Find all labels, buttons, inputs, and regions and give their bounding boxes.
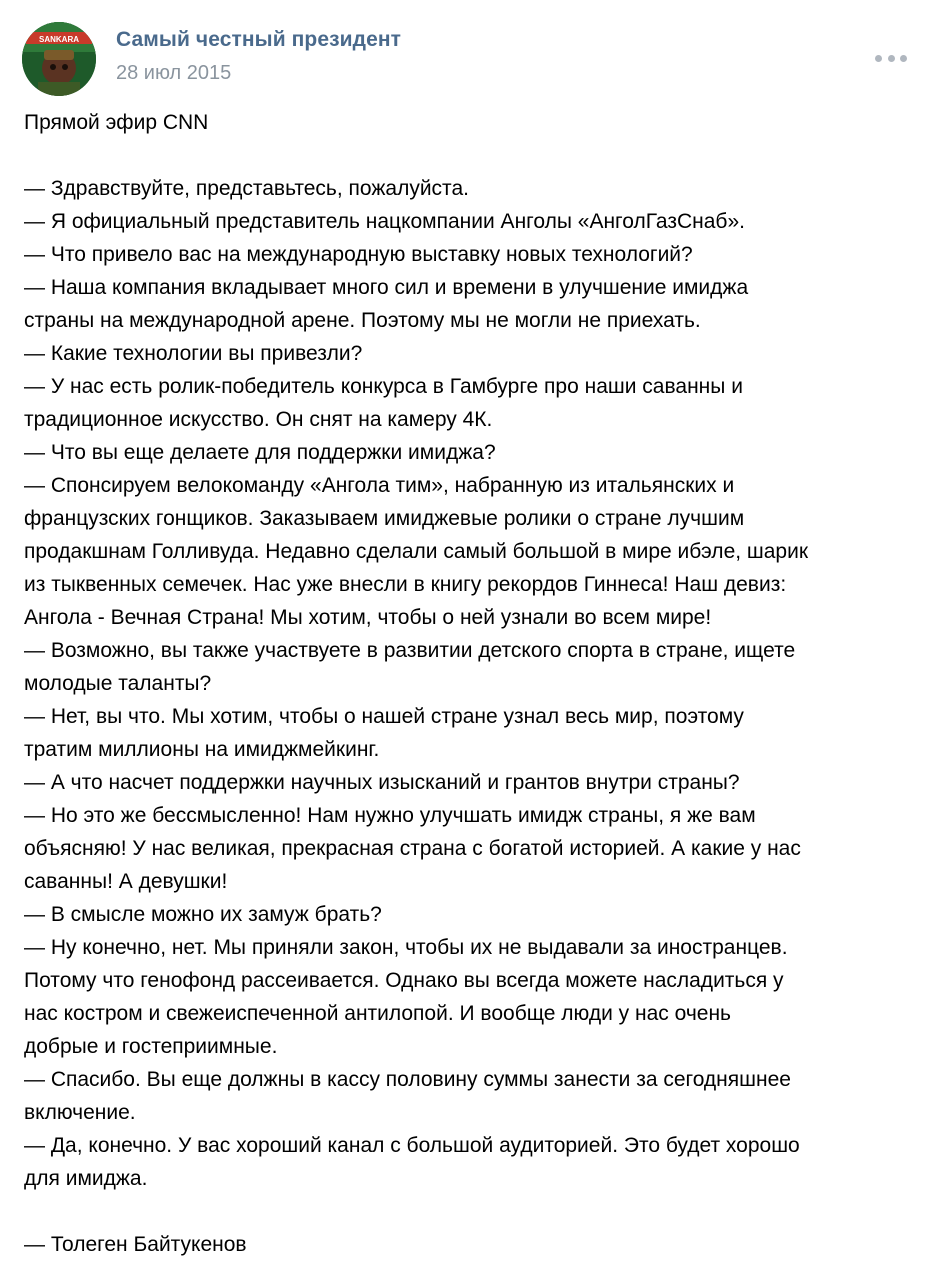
post-line: французских гонщиков. Заказываем имиджевые ролики о стране лучшим [24,507,745,530]
post-line: — Возможно, вы также участвуете в развитии детского спорта в стране, ищете [24,639,796,662]
post-line: добрые и гостеприимные. [24,1035,278,1058]
post-date[interactable]: 28 июл 2015 [116,62,232,84]
post-line: объясняю! У нас великая, прекрасная страна с богатой историей. А какие у нас [24,837,801,860]
post-line: продакшнам Голливуда. Недавно сделали самый большой в мире ибэле, шарик [24,540,809,563]
post-line: тратим миллионы на имиджмейкинг. [24,738,380,761]
avatar[interactable] [22,22,96,96]
post-title: Прямой эфир CNN [24,111,209,134]
post-line: — У нас есть ролик-победитель конкурса в Гамбурге про наши саванны и [24,375,743,398]
more-options-icon[interactable] [875,50,907,66]
post-line: — Ну конечно, нет. Мы приняли закон, чтобы их не выдавали за иностранцев. [24,936,788,959]
post-line: молодые таланты? [24,672,212,695]
paragraph-break [24,1195,924,1228]
post-line: — Спонсируем велокоманду «Ангола тим», набранную из итальянских и [24,474,735,497]
post-line: для имиджа. [24,1167,148,1190]
post-line: нас костром и свежеиспеченной антилопой. И вообще люди у нас очень [24,1002,731,1025]
post-line: Ангола - Вечная Страна! Мы хотим, чтобы о ней узнали во всем мире! [24,606,712,629]
post-line: — Что привело вас на международную выставку новых технологий? [24,243,693,266]
post-line: — Нет, вы что. Мы хотим, чтобы о нашей стране узнал весь мир, поэтому [24,705,744,728]
avatar-label: SANKARA [39,35,79,44]
avatar-image [22,22,96,96]
post-line: Потому что генофонд рассеивается. Однако вы всегда можете насладиться у [24,969,784,992]
paragraph-break [24,139,924,172]
more-dot [888,55,895,62]
post-line: традиционное искусство. Он снят на камеру 4К. [24,408,493,431]
post-line: — Я официальный представитель нацкомпании Анголы «АнголГазСнаб». [24,210,745,233]
post-line: — Спасибо. Вы еще должны в кассу половину суммы занести за сегодняшнее [24,1068,791,1091]
post-line: — Наша компания вкладывает много сил и времени в улучшение имиджа [24,276,749,299]
post-signature: — Толеген Байтукенов [24,1233,247,1256]
post-line: включение. [24,1101,136,1124]
post-header [22,18,915,98]
post-line: — Да, конечно. У вас хороший канал с большой аудиторией. Это будет хорошо [24,1134,800,1157]
author-name[interactable]: Самый честный президент [116,28,402,51]
post-line: саванны! А девушки! [24,870,228,893]
post-line: страны на международной арене. Поэтому мы не могли не приехать. [24,309,701,332]
post-line: — Что вы еще делаете для поддержки имиджа? [24,441,496,464]
more-dot [900,55,907,62]
post-line: из тыквенных семечек. Нас уже внесли в книгу рекордов Гиннеса! Наш девиз: [24,573,787,596]
post-line: — Здравствуйте, представьтесь, пожалуйста. [24,177,469,200]
more-dot [875,55,882,62]
post-text [24,106,924,1261]
post-line: — А что насчет поддержки научных изысканий и грантов внутри страны? [24,771,740,794]
post-line: — Какие технологии вы привезли? [24,342,363,365]
post-line: — В смысле можно их замуж брать? [24,903,382,926]
post-line: — Но это же бессмысленно! Нам нужно улучшать имидж страны, я же вам [24,804,756,827]
